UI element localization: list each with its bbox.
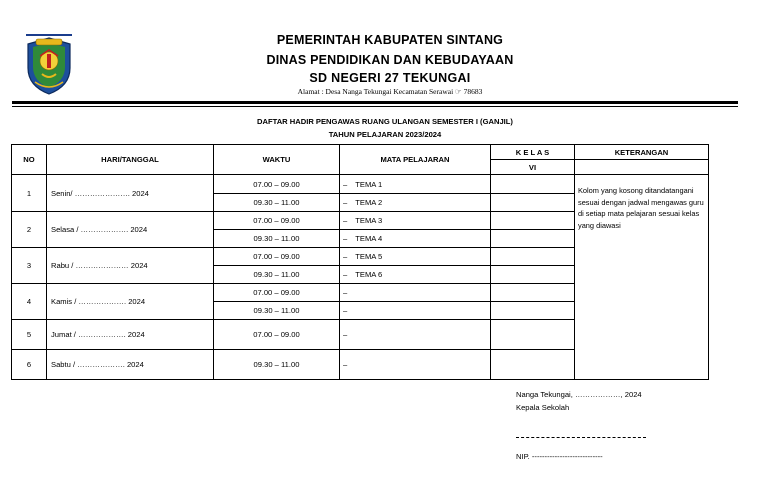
header-thin-rule	[12, 106, 738, 107]
row-day: Sabtu / ………………. 2024	[47, 350, 214, 380]
row-time: 07.00 – 09.00	[214, 320, 340, 350]
row-day: Senin/ …………………. 2024	[47, 175, 214, 212]
row-subject: – TEMA 1	[340, 175, 491, 194]
row-time: 09.30 – 11.00	[214, 230, 340, 248]
row-time: 07.00 – 09.00	[214, 175, 340, 194]
signature-role: Kepala Sekolah	[516, 403, 570, 412]
header-subject: MATA PELAJARAN	[340, 145, 491, 175]
note-text: Kolom yang kosong ditandatangani sesuai dengan jadwal mengawas guru di setiap mata pelajaran sesuai kelas yang diawasi	[575, 175, 709, 380]
row-time: 07.00 – 09.00	[214, 284, 340, 302]
regency-emblem-icon	[22, 34, 76, 96]
row-no: 1	[12, 175, 47, 212]
school-name: SD NEGERI 27 TEKUNGAI	[309, 71, 471, 85]
row-subject: –	[340, 302, 491, 320]
signature-place-date: Nanga Tekungai, ………………, 2024	[516, 390, 642, 399]
row-class-signature[interactable]	[491, 230, 575, 248]
row-subject: – TEMA 6	[340, 266, 491, 284]
row-time: 09.30 – 11.00	[214, 194, 340, 212]
row-class-signature[interactable]	[491, 194, 575, 212]
row-time: 07.00 – 09.00	[214, 212, 340, 230]
header-note-blank	[575, 160, 709, 175]
row-class-signature[interactable]	[491, 175, 575, 194]
row-class-signature[interactable]	[491, 266, 575, 284]
header-day: HARI/TANGGAL	[47, 145, 214, 175]
header-class: K E L A S	[491, 145, 575, 160]
department-title: DINAS PENDIDIKAN DAN KEBUDAYAAN	[266, 53, 514, 67]
row-class-signature[interactable]	[491, 350, 575, 380]
row-subject: –	[340, 284, 491, 302]
signature-nip: NIP. ----------------------------	[516, 452, 603, 461]
signature-line	[516, 437, 646, 438]
row-subject: – TEMA 3	[340, 212, 491, 230]
row-no: 5	[12, 320, 47, 350]
row-class-signature[interactable]	[491, 302, 575, 320]
row-time: 09.30 – 11.00	[214, 350, 340, 380]
row-subject: – TEMA 4	[340, 230, 491, 248]
row-day: Selasa / ………………. 2024	[47, 212, 214, 248]
row-day: Kamis / ………………. 2024	[47, 284, 214, 320]
row-time: 09.30 – 11.00	[214, 266, 340, 284]
row-subject: –	[340, 320, 491, 350]
table-row	[12, 175, 709, 194]
row-no: 4	[12, 284, 47, 320]
row-subject: –	[340, 350, 491, 380]
attendance-table	[11, 144, 709, 380]
document-title: DAFTAR HADIR PENGAWAS RUANG ULANGAN SEMESTER I (GANJIL)	[257, 117, 513, 126]
header-thick-rule	[12, 101, 738, 104]
row-class-signature[interactable]	[491, 320, 575, 350]
row-subject: – TEMA 5	[340, 248, 491, 266]
school-address: Alamat : Desa Nanga Tekungai Kecamatan Serawai ☞ 78683	[297, 87, 483, 96]
government-title: PEMERINTAH KABUPATEN SINTANG	[276, 33, 504, 47]
table-header-row	[12, 145, 709, 160]
row-no: 6	[12, 350, 47, 380]
row-subject: – TEMA 2	[340, 194, 491, 212]
row-class-signature[interactable]	[491, 248, 575, 266]
row-day: Jumat / ………………. 2024	[47, 320, 214, 350]
header-no: NO	[12, 145, 47, 175]
header-note: KETERANGAN	[575, 145, 709, 160]
row-no: 3	[12, 248, 47, 284]
row-time: 09.30 – 11.00	[214, 302, 340, 320]
row-day: Rabu / ………………… 2024	[47, 248, 214, 284]
row-class-signature[interactable]	[491, 284, 575, 302]
header-class-vi: VI	[491, 160, 575, 175]
header-time: WAKTU	[214, 145, 340, 175]
row-time: 07.00 – 09.00	[214, 248, 340, 266]
row-no: 2	[12, 212, 47, 248]
row-class-signature[interactable]	[491, 212, 575, 230]
document-subtitle: TAHUN PELAJARAN 2023/2024	[328, 130, 442, 139]
